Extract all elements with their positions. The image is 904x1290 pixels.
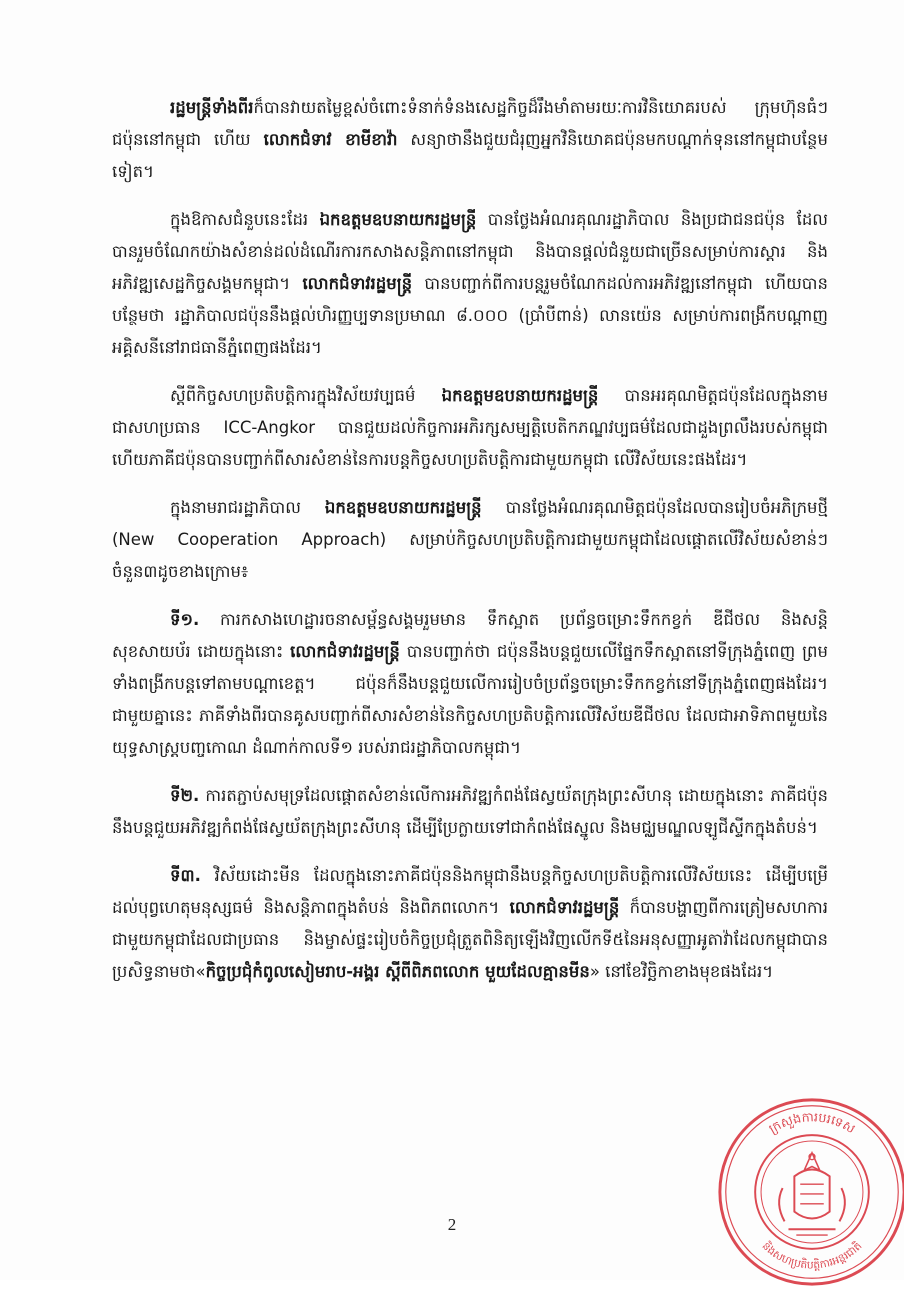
bold-text-run: ទី១.: [170, 610, 200, 629]
bold-text-run: លោកជំទាវរដ្ឋមន្ត្រី: [302, 274, 413, 293]
svg-text:និងសហប្រតិបត្តិការអន្តរជាតិ: [760, 1239, 865, 1272]
text-run: បានអរគុណមិត្តជប៉ុនដែលក្នុងនាមជាសហប្រធាន ICC-Angkor បានជួយដល់កិច្ចការអភិរក្សសម្បត្តិបេតិកភណ្ឌវប្បធម៌ដែលជាដួងព្រលឹងរបស់កម្ពុជា ហើយភាគីជប៉ុនបានបញ្ជាក់ពីសារសំខាន់នៃការបន្តកិច្ចសហប្រតិបត្តិការជាមួយកម្ពុជា លើវិស័យនេះផងដែរ។: [112, 386, 828, 469]
bold-text-run: លោកជំទាវរដ្ឋមន្ត្រី: [290, 642, 400, 661]
bold-text-run: ឯកឧត្តមឧបនាយករដ្ឋមន្ត្រី: [319, 210, 477, 229]
text-run: សន្យាថានឹងជួយជំរុញអ្នកវិនិយោគជប៉ុនមកបណ្តាក់ទុននៅកម្ពុជាបន្ថែមទៀត។: [112, 130, 828, 181]
document-body: [112, 92, 828, 1004]
text-run: ការកសាងហេដ្ឋារចនាសម្ព័ន្ធសង្គមរួមមាន ទឹកស្អាត ប្រព័ន្ធចម្រោះទឹកកខ្វក់ ឌីជីថល និងសន្តិសុខសាយប័រ ដោយក្នុងនោះ: [112, 610, 828, 661]
paragraph: [112, 204, 828, 364]
bold-text-run: លោកជំទាវ ខាមីខាវ៉ា: [263, 130, 398, 149]
svg-text:ក្រសួងការបរទេស: [767, 1110, 858, 1137]
text-run: ក្នុងនាមរាជរដ្ឋាភិបាល: [170, 498, 325, 517]
text-run: ក៏បានវាយតម្លៃខ្ពស់ចំពោះទំនាក់ទំនងសេដ្ឋកិច្ចដ៏រឹងមាំតាមរយៈការវិនិយោគរបស់ ក្រុមហ៊ុនធំៗជប៉ុននៅកម្ពុជា ហើយ: [112, 98, 828, 149]
page-number: 2: [447, 1215, 457, 1234]
bold-text-run: ទី៣.: [170, 866, 201, 885]
text-run: បានបញ្ជាក់ពីការបន្តរួមចំណែកដល់ការអភិវឌ្ឍនៅកម្ពុជា ហើយបានបន្ថែមថា រដ្ឋាភិបាលជប៉ុននឹងផ្តល់ហិរញ្ញប្បទានប្រមាណ ៨.០០០ (ប្រាំបីពាន់) លានយ៉េន សម្រាប់ការពង្រីកបណ្តាញអគ្គិសនីនៅរាជធានីភ្នំពេញផងដែរ។: [112, 274, 828, 357]
bold-text-run: ឯកឧត្តមឧបនាយករដ្ឋមន្ត្រី: [441, 386, 599, 405]
bold-text-run: រដ្ឋមន្ត្រីទាំងពីរ: [170, 98, 254, 117]
bold-text-run: លោកជំទាវរដ្ឋមន្ត្រី: [509, 898, 620, 917]
text-run: ក្នុងឱកាសជំនួបនេះដែរ: [170, 210, 320, 229]
bold-text-run: ឯកឧត្តមឧបនាយករដ្ឋមន្ត្រី: [324, 498, 482, 517]
text-run: បានបញ្ជាក់ថា ជប៉ុននឹងបន្តជួយលើផ្នែកទឹកស្អាតនៅទីក្រុងភ្នំពេញ ព្រមទាំងពង្រីកបន្តទៅតាមបណ្តាខេត្ត។ ជប៉ុនក៏នឹងបន្តជួយលើការរៀបចំប្រព័ន្ធចម្រោះទឹកកខ្វក់នៅទីក្រុងភ្នំពេញផងដែរ។ ជាមួយគ្នានេះ ភាគីទាំងពីរបានគូសបញ្ជាក់ពីសារសំខាន់នៃកិច្ចសហប្រតិបត្តិការលើវិស័យឌីជីថល ដែលជាអាទិភាពមួយនៃយុទ្ធសាស្ត្របញ្ចកោណ ដំណាក់កាលទី១ របស់រាជរដ្ឋាភិបាលកម្ពុជា។: [112, 642, 828, 757]
text-run: វិស័យដោះមីន ដែលក្នុងនោះភាគីជប៉ុននិងកម្ពុជានឹងបន្តកិច្ចសហប្រតិបត្តិការលើវិស័យនេះ ដើម្បីបម្រើដល់បុព្វហេតុមនុស្សធម៌ និងសន្តិភាពក្នុងតំបន់ និងពិភពលោក។: [112, 866, 828, 917]
text-run: » នៅខែវិច្ឆិកាខាងមុខផងដែរ។: [589, 962, 774, 981]
text-run: បានថ្លែងអំណរគុណរដ្ឋាភិបាល និងប្រជាជនជប៉ុន ដែលបានរួមចំណែកយ៉ាងសំខាន់ដល់ដំណើរការកសាងសន្តិភាពនៅកម្ពុជា និងបានផ្តល់ជំនួយជាច្រើនសម្រាប់ការស្តារ និងអភិវឌ្ឍសេដ្ឋកិច្ចសង្គមកម្ពុជា។: [112, 210, 829, 293]
bold-text-run: ទី២.: [170, 786, 200, 805]
paragraph: [112, 380, 828, 476]
text-run: ស្តីពីកិច្ចសហប្រតិបត្តិការក្នុងវិស័យវប្បធម៌: [170, 386, 442, 405]
paragraph: [112, 860, 828, 988]
royal-seal-stamp-icon: [714, 1094, 904, 1290]
text-run: ក៏បានបង្ហាញពីការត្រៀមសហការជាមួយកម្ពុជាដែលជាប្រធាន និងម្ចាស់ផ្ទះរៀបចំកិច្ចប្រជុំត្រួតពិនិត្យឡើងវិញលើកទី៥នៃអនុសញ្ញាអូតាវ៉ាដែលកម្ពុជាបានប្រសិទ្ធនាមថា«: [112, 898, 828, 981]
paragraph: [112, 492, 828, 588]
paragraph: [112, 780, 828, 844]
text-run: បានថ្លែងអំណរគុណមិត្តជប៉ុនដែលបានរៀបចំអភិក្រមថ្មី (New Cooperation Approach) សម្រាប់កិច្ចសហប្រតិបត្តិការជាមួយកម្ពុជាដែលផ្តោតលើវិស័យសំខាន់ៗចំនួន៣ដូចខាងក្រោម៖: [112, 498, 829, 581]
paragraph: [112, 604, 828, 764]
bold-text-run: កិច្ចប្រជុំកំពូលសៀមរាប-អង្គរ ស្តីពីពិភពលោក មួយដែលគ្មានមីន: [205, 962, 590, 981]
seal-top-text: ក្រសួងការបរទេស: [766, 1110, 858, 1138]
paragraph: [112, 92, 828, 188]
text-run: ការតភ្ជាប់សមុទ្រដែលផ្តោតសំខាន់លើការអភិវឌ្ឍកំពង់ផែស្វយ័តក្រុងព្រះសីហនុ ដោយក្នុងនោះ ភាគីជប៉ុននឹងបន្តជួយអភិវឌ្ឍកំពង់ផែស្វយ័តក្រុងព្រះសីហនុ ដើម្បីប្រែក្លាយទៅជាកំពង់ផែស្នូល និងមជ្ឈមណ្ឌលឡូជីស្ទីកក្នុងតំបន់។: [112, 786, 828, 837]
seal-bottom-text: និងសហប្រតិបត្តិការអន្តរជាតិ: [759, 1239, 865, 1272]
